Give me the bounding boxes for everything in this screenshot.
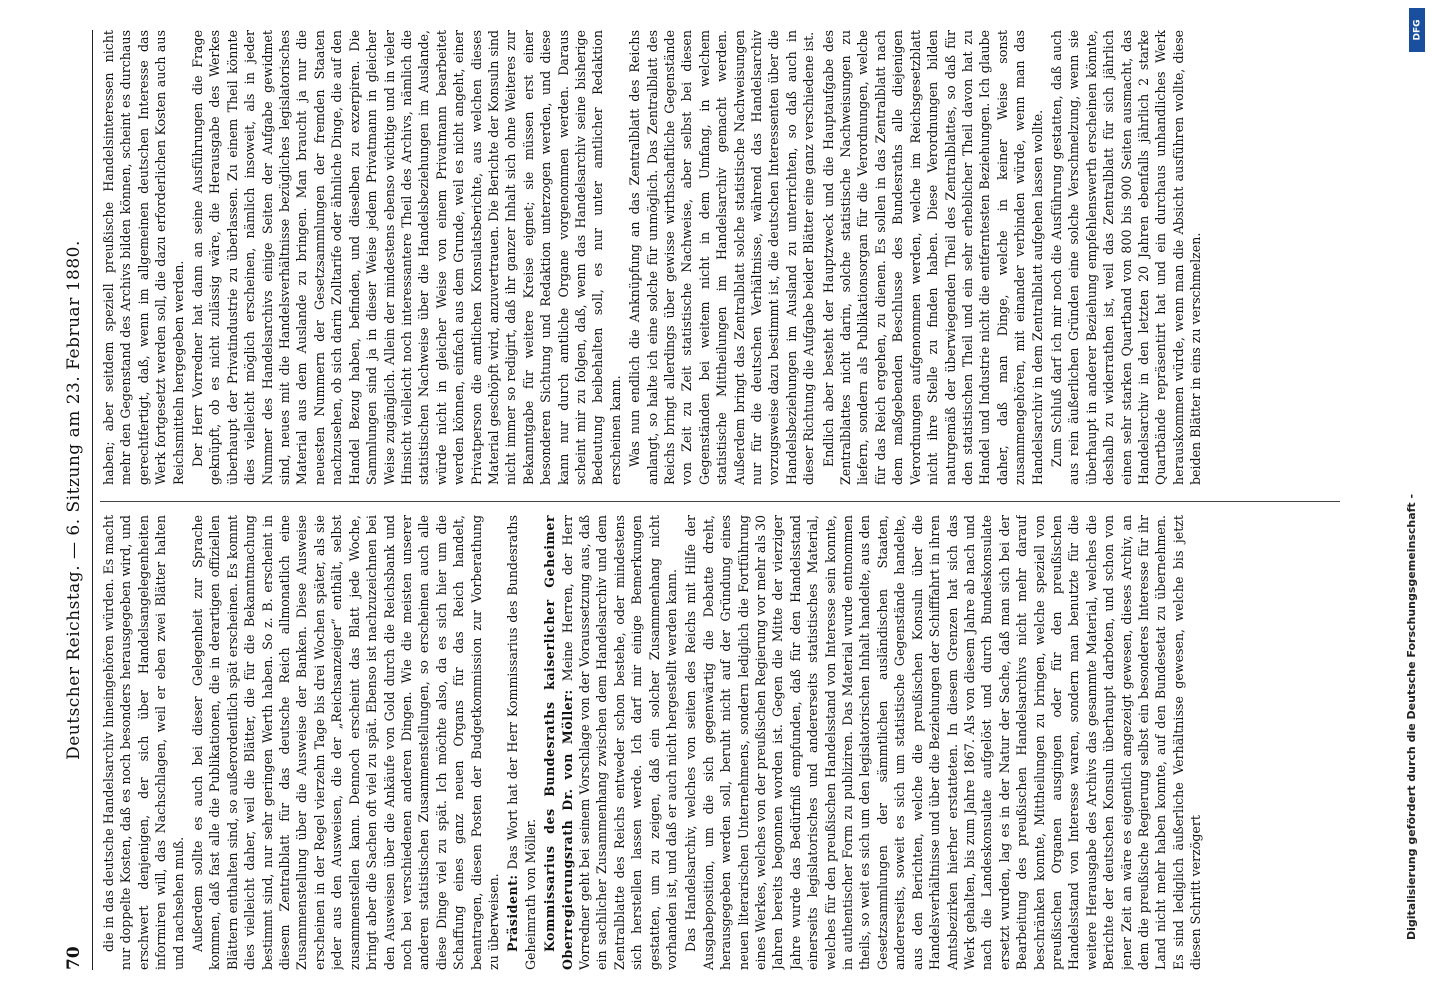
paragraph: Das Handelsarchiv, welches von seiten des Reichs mit Hilfe der Ausgabeposition, um die sich gegenwärtig die Debatte dreht, herausgegeben werden soll, beruht nicht auf der Gründung eines neuen literarischen Unternehmens, sondern lediglich die Fortführung eines Werkes, welches von der preußischen Regierung vor mehr als 30 Jahren bereits begonnen worden ist. Gegen die Mitte der vierziger Jahre wurde das Bedürfniß empfunden, daß für den Handelsstand einerseits legislatorisches und andererseits statistisches Material, welches für den preußischen Handelsstand von Interesse sein konnte, in authentischer Form zu publiziren. Das Material wurde entnommen theils, so weit es sich um den legislatorischen Inhalt handelte, aus den Gesetzsammlungen der sämmtlichen ausländischen Staaten, andererseits, soweit es sich um statistische Gegenstände handelte, aus den Berichten, welche die preußischen Konsuln über die Handelsverhältnisse und über die Beziehungen der Schifffahrt in ihren Amtsbezirken hierher erstatteten. In diesem Grenzen hat sich das Werk gehalten, bis zum Jahre 1867. Als von diesem Jahre ab nach und nach die Landeskonsulate aufgelöst und durch Bundeskonsulate ersetzt wurden, lag es in der Natur der Sache, daß man sich bei der Bearbeitung des preußischen Handelsarchivs nicht mehr darauf beschränken konnte, Mittheilungen zu bringen, welche speziell von preußischen Organen ausgingen oder für den preußischen Handelsstand von Interesse waren, sondern man benutzte für die weitere Herausgabe des Archivs das gesammte Material, welches die Berichte der deutschen Konsuln überhaupt darboten, und schon von jener Zeit an wäre es eigentlich angezeigt gewesen, dieses Archiv, an dem die preußische Regierung selbst ein besonderes Interesse für ihr Land nicht mehr haben konnte, auf den Bundesetat zu übernehmen. Es sind lediglich äußerliche Verhältnisse gewesen, welche bis jetzt diesen Schritt verzögert: [683, 515, 1204, 970]
paragraph: Endlich aber besteht der Hauptzweck und die Hauptaufgabe des Zentralblattes nicht darin, solche statistische Nachweisungen zu liefern, sondern als Publikationsorgan für die Verordnungen, welche für das Reich ergehen, zu dienen. Es sollen in das Zentralblatt nach dem maßgebenden Beschlusse des Bundesraths alle diejenigen Verordnungen aufgenommen werden, welche im Reichsgesetzblatt nicht ihre Stelle zu finden haben. Diese Verordnungen bilden naturgemäß der überwiegenden Theil des Zentralblattes, so daß für den statistischen Theil und ein sehr erheblicher Theil davon hat zu Handel und Industrie nicht die entferntesten Beziehungen. Ich glaube daher, daß man Dinge, welche in keiner Weise sonst zusammengehören, mit einander verbinden würde, wenn man das Handelsarchiv in dem Zentralblatt aufgehen lassen wollte.: [820, 30, 1045, 485]
paragraph: Außerdem sollte es auch bei dieser Gelegenheit zur Sprache kommen, daß fast alle die Publikationen, die in derartigen offiziellen Blättern enthalten sind, so außerordentlich spät erscheinen. Es kommt dies vielleicht daher, weil die Blätter, die für die Bekanntmachung bestimmt sind, nur sehr geringen Werth haben. So z. B. erscheint in diesem Zentralblatt für das deutsche Reich allmonatlich eine Zusammenstellung über die Ausweise der Banken. Diese Ausweise erscheinen in der Regel vierzehn Tage bis drei Wochen später, als sie jeder aus den Ausweisen, die der „Reichsanzeiger“ enthält, selbst zusammenstellen kann. Dennoch erscheint das Blatt jede Woche, bringt aber die Sachen oft viel zu spät. Ebenso ist nachzuzeichnen bei den Ausweisen über die Ankäufe von Gold durch die Reichsbank und noch bei verschiedenen anderen Dingen. Wie die meisten unserer anderen statistischen Zusammenstellungen, so erscheinen auch alle diese Dinge viel zu spät. Ich möchte also, da es sich hier um die Schaffung eines ganz neuen Organs für das Reich handelt, beantragen, diesen Posten der Budgetkommission zur Vorberathung zu überweisen.: [190, 515, 501, 970]
dfg-logo: [1409, 8, 1425, 52]
paragraph: Der Herr Vorredner hat dann an seine Ausführungen die Frage geknüpft, ob es nicht zulässig wäre, die Herausgabe des Werkes überhaupt der Privatindustrie zu überlassen. Zu einem Theil könnte dies vielleicht möglich erscheinen, nämlich insoweit, als in jeder Nummer des Handelsarchivs einige Seiten der Aufgabe gewidmet sind, neues mit die Handelsverhältnisse bezügliches legislatorisches Material aus dem Auslande zu bringen. Man braucht ja nur die neuesten Nummern der Gesetzsammlungen der fremden Staaten nachzusehen, ob sich darin Zolltarife oder ähnliche Dinge, die auf den Handel Bezug haben, befinden, und dieselben zu exzerpiren. Die Sammlungen sind ja in dieser Weise jedem Privatmann in gleicher Weise zugänglich. Allein der mindestens ebenso wichtige und in vieler Hinsicht vielleicht noch interessantere Theil des Archivs, nämlich die statistischen Nachweise über die Handelsbeziehungen im Auslande, würde nicht in gleicher Weise von einem Privatmann bearbeitet werden können, einfach aus dem Grunde, weil es nicht angeht, einer Privatperson die amtlichen Konsulatsberichte, aus welchen dieses Material geschöpft wird, anzuvertrauen. Die Berichte der Konsuln sind nicht immer so redigirt, daß ihr ganzer Inhalt sich ohne Weiteres zur Bekanntgabe für weitere Kreise eignet; sie müssen erst einer besonderen Sichtung und Redaktion unterzogen werden, und diese kann nur durch amtliche Organe vorgenommen werden. Daraus scheint mir zu folgen, daß, wenn das Handelsarchiv seine bisherige Bedeutung beibehalten soll, es nur unter amtlicher Redaktion erscheinen kann.: [190, 30, 623, 485]
digitization-credit: [1405, 60, 1425, 940]
paragraph: Zum Schluß darf ich mir noch die Ausführung gestatten, daß auch aus rein äußerlichen Gründen eine solche Verschmelzung, wenn sie überhaupt in anderer Beziehung empfehlenswerth erscheinen könnte, deshalb zu widerrathen ist, weil das Zentralblatt für sich jährlich einen sehr starken Quartband von 800 bis 900 Seiten ausmacht, das Handelsarchiv in den letzten 20 Jahren ebenfalls jährlich 2 starke Quartbände repräsentirt hat und ein durchaus unhandliches Werk herauskommen würde, wenn man die Absicht ausführen wollte, diese beiden Blätter in eins zu verschmelzen.: [1048, 30, 1204, 485]
right-column: [100, 30, 1340, 485]
speaker-label: Präsident:: [505, 874, 521, 952]
paragraph: haben; aber seitdem speziell preußische Handelsinteressen nicht mehr den Gegenstand des Archivs bilden können, scheint es durchaus gerechtfertigt, daß, wenn im allgemeinen deutschen Interesse das Werk fortgesetzt werden soll, die dazu erforderlichen Kosten auch aus Reichsmitteln hergegeben werden.: [101, 30, 186, 485]
credit-text: Digitalisierung gefördert durch die Deutsche Forschungsgemeinschaft -: [1405, 493, 1418, 940]
dfg-logo-text: DFG: [1412, 19, 1423, 41]
speaker-label: Kommissarius des Bundesraths kaiserlicher Geheimer Oberregierungsrath Dr. von Möller:: [542, 515, 575, 970]
paragraph: die in das deutsche Handelsarchiv hineingehören würden. Es macht nur doppelte Kosten, daß es noch besonders herausgegeben wird, und erschwert denjenigen, der sich über Handelsangelegenheiten informiren will, das Nachschlagen, weil er eben zwei Blätter halten und nachsehen muß.: [101, 515, 186, 970]
speech-text: Meine Herren, der Herr Vorredner geht bei seinem Vorschlage von der Voraussetzung aus, daß ein sachlicher Zusammenhang zwischen dem Handelsarchiv und dem Zentralblatte des Reichs entweder schon bestehe, oder mindestens sich herstellen lassen werde. Ich darf mir einige Bemerkungen gestatten, um zu zeigen, daß ein solcher Zusammenhang nicht vorhanden ist, und daß er auch nicht hergestellt werden kann.: [559, 515, 679, 970]
page-header: [62, 30, 93, 970]
page-number: 70: [64, 946, 84, 970]
running-head: Deutscher Reichstag. — 6. Sitzung am 23. Februar 1880.: [64, 240, 84, 760]
left-column: [100, 515, 1340, 970]
speech-text: Das Wort hat der Herr Kommissarius des Bundesraths Geheimrath von Möller.: [505, 515, 538, 970]
paragraph: Was nun endlich die Anknüpfung an das Zentralblatt des Reichs anlangt, so halte ich eine solche für unmöglich. Das Zentralblatt des Reichs bringt allerdings über gewisse wirthschaftliche Gegenstände von Zeit zu Zeit statistische Nachweise, aber selbst bei diesen Gegenständen bei weitem nicht in dem Umfang, in welchem statistische Mittheilungen im Handelsarchiv gemacht werden. Außerdem bringt das Zentralblatt solche statistische Nachweisungen nur für die deutschen Verhältnisse, während das Handelsarchiv vorzugsweise dazu bestimmt ist, die deutschen Interessenten über die Handelsbeziehungen im Ausland zu unterrichten, so daß auch in dieser Richtung die Aufgabe beider Blätter eine ganz verschiedene ist.: [627, 30, 817, 485]
column-divider: [100, 501, 1340, 502]
paragraph: [541, 515, 680, 970]
paragraph: [504, 515, 539, 970]
